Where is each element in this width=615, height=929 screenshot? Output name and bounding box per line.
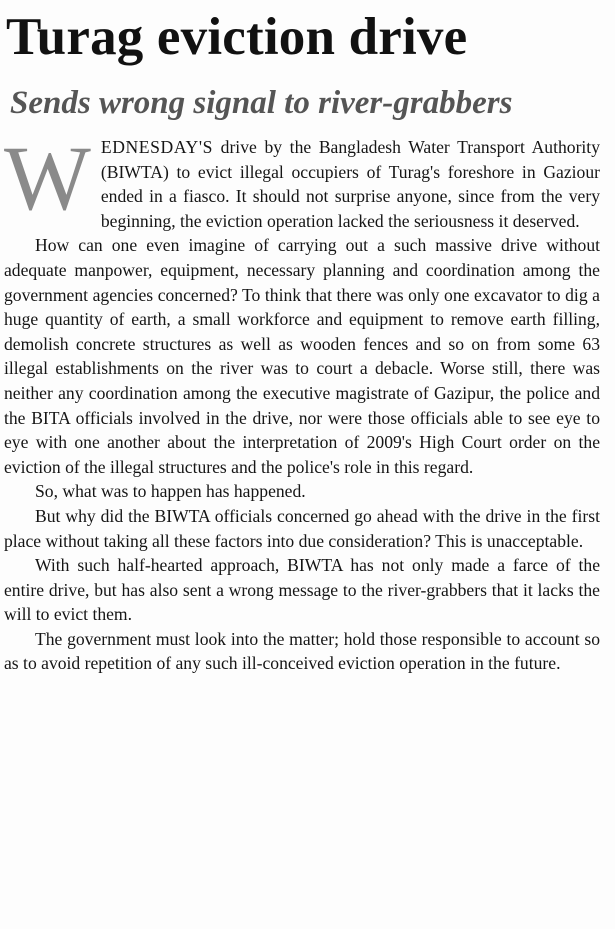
lead-caps: EDNESDAY'S <box>100 137 213 157</box>
paragraph-3: So, what was to happen has happened. <box>35 481 306 502</box>
drop-cap: W <box>4 127 91 229</box>
paragraph-6: The government must look into the matter; hold those responsible to account so as to avoid repetition of any such ill-conceived eviction operation in the future. <box>4 628 600 674</box>
paragraph-4: But why did the BIWTA officials concerned go ahead with the drive in the first place without taking all these factors into due consideration? This is unacceptable. <box>4 505 600 551</box>
article-body <box>4 127 600 676</box>
subheadline: Sends wrong signal to river-grabbers <box>10 85 513 121</box>
paragraph-5: With such half-hearted approach, BIWTA has not only made a farce of the entire drive, but has also sent a wrong message to the river-grabbers that it lacks the will to evict them. <box>4 555 600 625</box>
paragraph-2: How can one even imagine of carrying out a such massive drive without adequate manpower, equipment, necessary planning and coordination among the government agencies concerned? To think that there was only one excavator to dig a huge quantity of earth, a small workforce and equipment to remove earth filling, demolish concrete structures as well as wooden fences and so on from some 63 illegal establishments on the river was to court a debacle. Worse still, there was neither any coordination among the executive magistrate of Gazipur, the police and the BITA officials involved in the drive, nor were those officials able to see eye to eye with one another about the interpretation of 2009's High Court order on the eviction of the illegal structures and the police's role in this regard. <box>4 235 600 477</box>
paragraph-1-text: drive by the Bangladesh Water Transport Authority (BIWTA) to evict illegal occupiers of Turag's foreshore in Gaziour ended in a fiasco. It should not surprise anyone, since from the very beginning, the eviction operation lacked the seriousness it deserved. <box>100 137 600 231</box>
headline: Turag eviction drive <box>6 8 468 66</box>
paragraph-1 <box>4 127 600 233</box>
